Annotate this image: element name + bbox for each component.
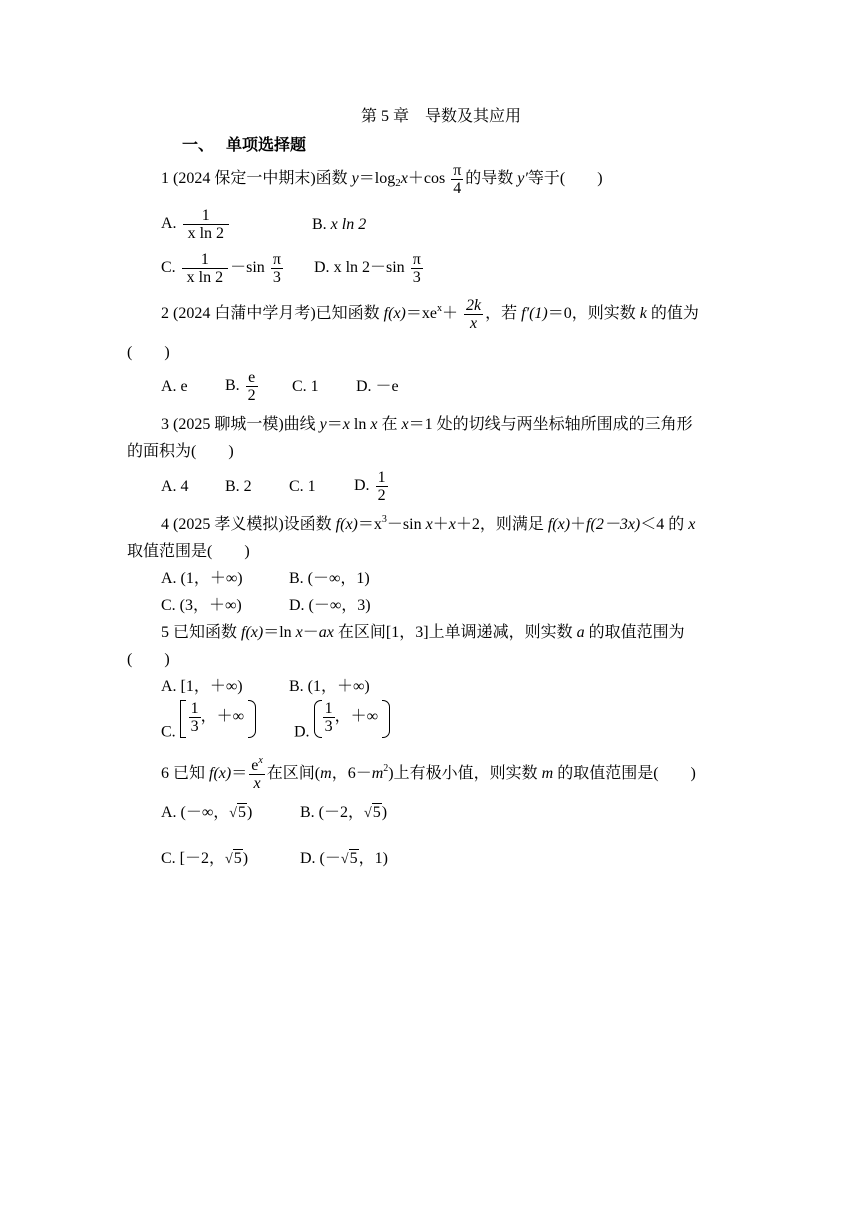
question-4-option-a[interactable]: A. (1，＋∞)	[161, 570, 243, 587]
question-3-option-c[interactable]: C. 1	[289, 478, 316, 495]
sqrt-symbol: √5	[229, 804, 246, 821]
question-4-option-c[interactable]: C. (3，＋∞)	[161, 597, 242, 614]
question-4-option-b[interactable]: B. (－∞，1)	[289, 570, 370, 587]
question-2-stem: 2 (2024 白蒲中学月考)已知函数 $f(x)=xe^x+$ $\frac{2k}{x}$ ，若 f′(1)＝0，则实数 k 的值为	[161, 297, 699, 332]
sqrt-symbol: √5	[340, 850, 358, 867]
question-2-answer-paren: ( )	[127, 344, 170, 361]
open-open-interval: $\frac{1}{3}$ ，＋∞	[314, 700, 390, 738]
question-3-option-d[interactable]: D. $\frac{1}{2}$	[354, 469, 386, 504]
question-6-option-c[interactable]: C. [－2，√5)	[161, 849, 248, 870]
sqrt-symbol: √5	[364, 804, 381, 821]
question-2-option-c[interactable]: C. 1	[292, 378, 319, 395]
question-5-stem: 5 已知函数 f(x)＝ln x－ax 在区间[1，3]上单调递减，则实数 a 的取值范围为	[161, 624, 685, 641]
question-4-stem-line1: 4 (2025 孝义模拟)设函数 $f(x)=x^3-\sin$ x＋x＋2，则满足 f(x)＋f(2－3x)＜4 的 x	[161, 514, 696, 533]
question-6-stem: 6 已知 f(x)＝ $\frac{e^x}{x}$ 在区间(m，$6-m^2$)上有极小值，则实数 m 的取值范围是( )	[161, 755, 696, 792]
question-5-option-d[interactable]: D. $\frac{1}{3}$ ，＋∞	[294, 700, 390, 740]
question-1-stem: 1 (2024 保定一中期末)函数 $y=\log_2x+\cos$ $\frac{\pi}{4}$ 的导数 y′等于( )	[161, 162, 603, 197]
question-3-option-a[interactable]: A. 4	[161, 478, 189, 495]
question-5-option-b[interactable]: B. (1，＋∞)	[289, 678, 370, 695]
section-number: 一、	[182, 137, 215, 154]
question-1-option-d[interactable]: D. x ln 2－sin $\frac{\pi}{3}$	[314, 251, 421, 286]
question-4-stem-line2: 取值范围是( )	[127, 543, 250, 560]
question-3-stem-line1: 3 (2025 聊城一模)曲线 y＝x ln x 在 x＝1 处的切线与两坐标轴所围成的三角形	[161, 416, 693, 433]
question-1-option-a[interactable]: A. $\frac{1}{\text{x ln 2}}$	[161, 207, 231, 242]
question-2-option-d[interactable]: D. －e	[356, 378, 399, 395]
question-2-option-b[interactable]: B. $\frac{e}{2}$	[225, 369, 256, 404]
question-5-option-a[interactable]: A. [1，＋∞)	[161, 678, 243, 695]
question-6-option-d[interactable]: D. (－√5，1)	[300, 849, 388, 870]
question-1-option-c[interactable]: C. $\frac{1}{\text{x ln 2}}$ －sin $\frac{\pi}{3}$	[161, 251, 281, 286]
chapter-name: 导数及其应用	[425, 108, 522, 125]
question-6-option-b[interactable]: B. (－2，√5)	[300, 803, 387, 824]
question-1-option-b[interactable]: B. x ln 2	[312, 216, 367, 233]
chapter-number: 第 5 章	[361, 108, 410, 125]
question-5-answer-paren: ( )	[127, 651, 170, 668]
section-heading	[182, 136, 306, 156]
question-3-stem-line2: 的面积为( )	[127, 443, 234, 460]
question-2-option-a[interactable]: A. e	[161, 378, 188, 395]
sqrt-symbol: √5	[225, 850, 242, 867]
pi-over-4: $\frac{\pi}{4}$	[453, 162, 462, 197]
question-6-option-a[interactable]: A. (－∞，√5)	[161, 803, 252, 824]
closed-open-interval: $\frac{1}{3}$ ，＋∞	[180, 700, 256, 738]
question-4-option-d[interactable]: D. (－∞，3)	[289, 597, 371, 614]
question-3-option-b[interactable]: B. 2	[225, 478, 252, 495]
chapter-title	[361, 107, 521, 127]
question-5-option-c[interactable]: C. $\frac{1}{3}$ ，＋∞	[161, 700, 256, 740]
section-title: 单项选择题	[226, 137, 307, 154]
